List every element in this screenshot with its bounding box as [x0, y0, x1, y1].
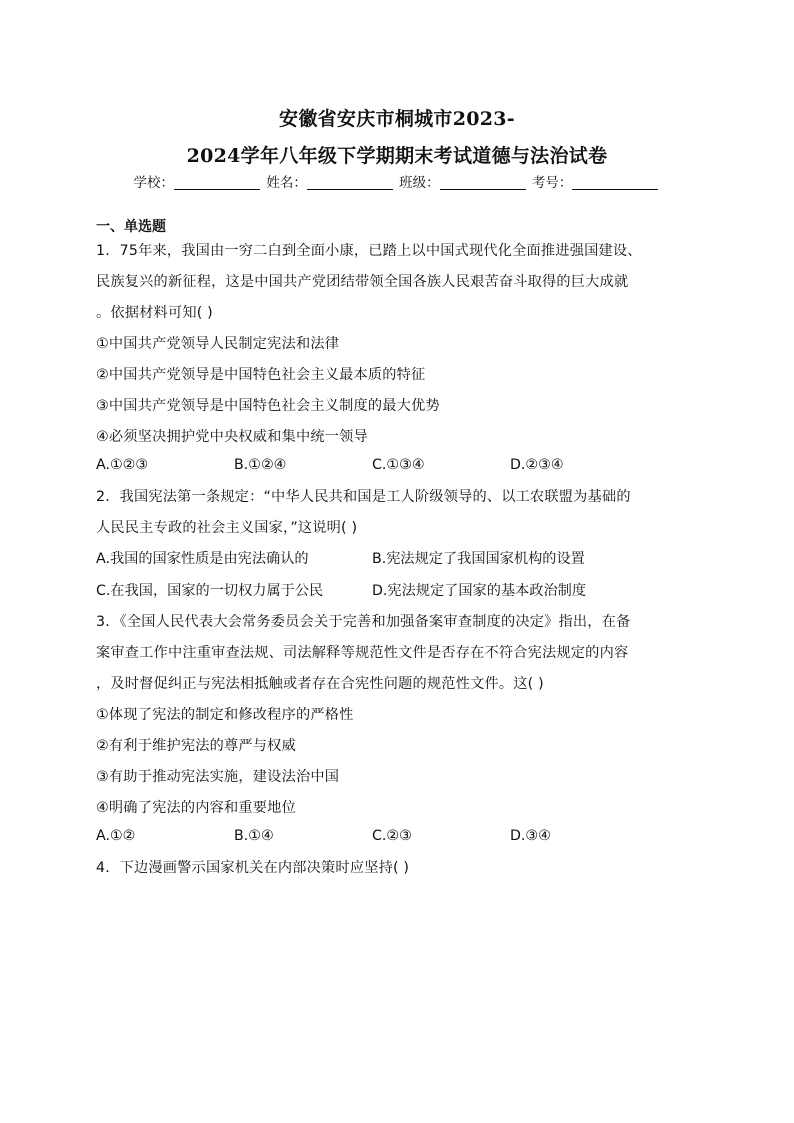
q3-statement-2: ②有利于维护宪法的尊严与权威	[96, 738, 296, 754]
student-info-row	[0, 171, 794, 191]
name-label: 姓名：	[266, 175, 307, 191]
name-blank	[307, 175, 393, 190]
q2-option-d: D.宪法规定了国家的基本政治制度	[372, 583, 587, 599]
school-blank	[174, 175, 260, 190]
q2-option-b: B.宪法规定了我国国家机构的设置	[372, 551, 585, 567]
q1-statement-3: ③中国共产党领导是中国特色社会主义制度的最大优势	[96, 398, 440, 414]
class-blank	[440, 175, 526, 190]
q3-option-d: D.③④	[510, 828, 551, 844]
q1-option-a: A.①②③	[96, 457, 149, 473]
q3-statement-4: ④明确了宪法的内容和重要地位	[96, 800, 296, 816]
id-blank	[572, 175, 658, 190]
q3-line3: ，及时督促纠正与宪法相抵触或者存在合宪性问题的规范性文件。这( )	[96, 676, 544, 692]
q2-line1: 2．我国宪法第一条规定：“中华人民共和国是工人阶级领导的、以工农联盟为基础的	[96, 489, 631, 505]
q1-line2: 民族复兴的新征程，这是中国共产党团结带领全国各族人民艰苦奋斗取得的巨大成就	[96, 274, 629, 290]
q1-line3: 。依据材料可知( )	[96, 305, 213, 321]
q1-option-b: B.①②④	[234, 457, 287, 473]
exam-title-line2: 2024学年八年级下学期期末考试道德与法治试卷	[186, 145, 608, 167]
school-label: 学校：	[133, 175, 175, 191]
q1-option-d: D.②③④	[510, 457, 564, 473]
q1-statement-2: ②中国共产党领导是中国特色社会主义最本质的特征	[96, 367, 426, 383]
q3-statement-1: ①体现了宪法的制定和修改程序的严格性	[96, 707, 354, 723]
q4-line1: 4．下边漫画警示国家机关在内部决策时应坚持( )	[96, 860, 410, 876]
class-label: 班级：	[399, 175, 440, 191]
q2-option-a: A.我国的国家性质是由宪法确认的	[96, 551, 309, 567]
q3-line2: 案审查工作中注重审查法规、司法解释等规范性文件是否存在不符合宪法规定的内容	[96, 645, 629, 661]
q1-statement-1: ①中国共产党领导人民制定宪法和法律	[96, 336, 340, 352]
q3-line1: 3．《全国人民代表大会常务委员会关于完善和加强备案审查制度的决定》指出，在备	[96, 614, 631, 630]
section-title: 一、单选题	[96, 219, 166, 235]
q1-line1: 1．75年来，我国由一穷二白到全面小康，已踏上以中国式现代化全面推进强国建设、	[96, 243, 642, 259]
q3-option-a: A.①②	[96, 828, 136, 844]
q1-option-c: C.①③④	[372, 457, 425, 473]
q3-option-b: B.①④	[234, 828, 274, 844]
q2-line2: 人民民主专政的社会主义国家，”这说明( )	[96, 520, 358, 536]
q2-option-c: C.在我国，国家的一切权力属于公民	[96, 583, 324, 599]
id-label: 考号：	[531, 175, 573, 191]
q1-statement-4: ④必须坚决拥护党中央权威和集中统一领导	[96, 429, 368, 445]
q3-option-c: C.②③	[372, 828, 412, 844]
q3-statement-3: ③有助于推动宪法实施，建设法治中国	[96, 769, 340, 785]
exam-title-line1: 安徽省安庆市桐城市2023-	[279, 108, 515, 130]
